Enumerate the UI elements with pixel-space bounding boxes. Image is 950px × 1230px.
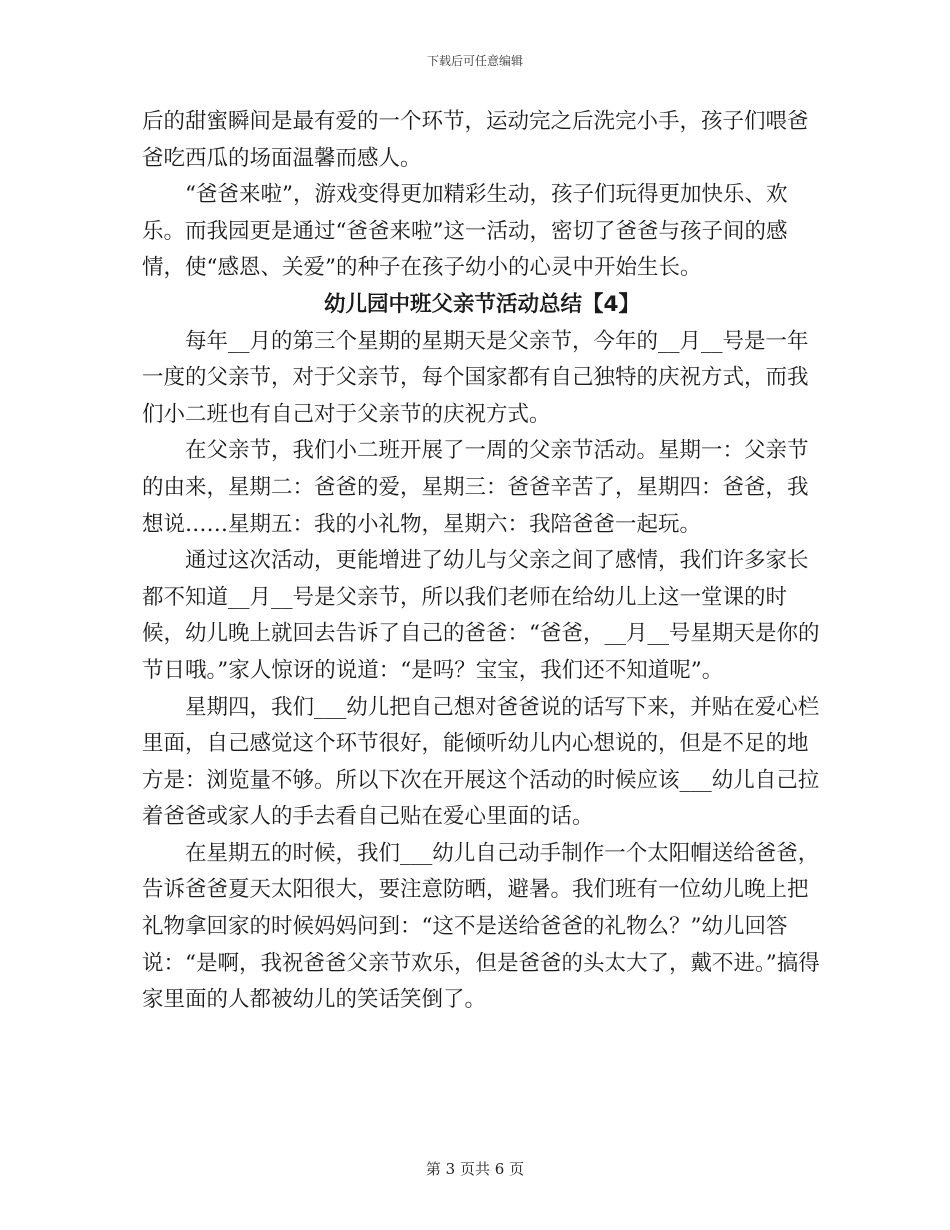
paragraph-1: 后的甜蜜瞬间是最有爱的一个环节，运动完之后洗完小手，孩子们喂爸爸吃西瓜的场面温馨而感人。 (142, 109, 809, 171)
paragraph-6: 星期四，我们___幼儿把自己想对爸爸说的话写下来，并贴在爱心栏里面，自己感觉这个环节很好，能倾听幼儿内心想说的，但是不足的地方是：浏览量不够。所以下次在开展这个活动的时候应该___幼儿自己拉着爸爸或家人的手去看自己贴在爱心里面的话。 (142, 694, 820, 830)
paragraph-2: “爸爸来啦”，游戏变得更加精彩生动，孩子们玩得更加快乐、欢乐。而我园更是通过“爸爸来啦”这一活动，密切了爸爸与孩子间的感情，使“感恩、关爱”的种子在孩子幼小的心灵中开始生长。 (142, 182, 788, 281)
paragraph-5: 通过这次活动，更能增进了幼儿与父亲之间了感情，我们许多家长都不知道__月__号是父亲节，所以我们老师在给幼儿上这一堂课的时候，幼儿晚上就回去告诉了自己的爸爸：“爸爸，__月__号星期天是你的节日哦。”家人惊讶的说道：“是吗？宝宝，我们还不知道呢”。 (142, 548, 820, 683)
paragraph-7: 在星期五的时候，我们___幼儿自己动手制作一个太阳帽送给爸爸，告诉爸爸夏天太阳很大，要注意防晒，避暑。我们班有一位幼儿晚上把礼物拿回家的时候妈妈问到：“这不是送给爸爸的礼物么？”幼儿回答说：“是啊，我祝爸爸父亲节欢乐，但是爸爸的头太大了，戴不进。”搞得家里面的人都被幼儿的笑话笑倒了。 (142, 840, 820, 1013)
paragraph-3: 每年__月的第三个星期的星期天是父亲节，今年的__月__号是一年一度的父亲节，对于父亲节，每个国家都有自己独特的庆祝方式，而我们小二班也有自己对于父亲节的庆祝方式。 (142, 328, 809, 427)
page-number: 第 3 页共 6 页 (425, 1160, 525, 1178)
document-body (142, 104, 822, 1019)
page-header-note: 下载后可任意编辑 (426, 54, 523, 68)
paragraph-4: 在父亲节，我们小二班开展了一周的父亲节活动。星期一：父亲节的由来，星期二：爸爸的爱，星期三：爸爸辛苦了，星期四：爸爸，我想说……星期五：我的小礼物，星期六：我陪爸爸一起玩。 (142, 438, 809, 537)
section-title: 幼儿园中班父亲节活动总结【4】 (324, 291, 640, 317)
